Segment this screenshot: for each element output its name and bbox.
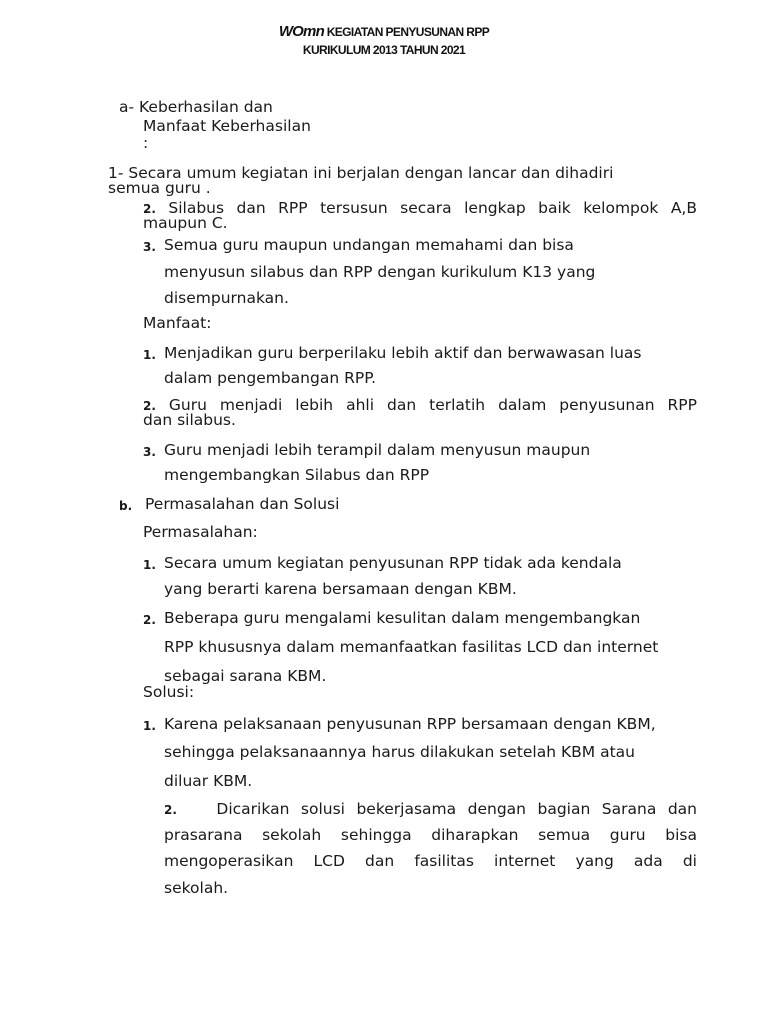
manfaat-item-1-line2: dalam pengembangan RPP. — [164, 369, 377, 387]
permasalahan-item-2-number: 2. — [143, 613, 156, 627]
title-text: KEGIATAN PENYUSUNAN RPP — [326, 25, 490, 39]
solusi-label: Solusi: — [143, 683, 195, 701]
permasalahan-item-2-line1: Beberapa guru mengalami kesulitan dalam mengembangkan — [164, 609, 641, 627]
keberhasilan-item-3-line3: disempurnakan. — [164, 289, 289, 307]
keberhasilan-item-1-line2: semua guru . — [108, 179, 211, 197]
permasalahan-label: Permasalahan: — [143, 523, 258, 541]
logo-text: WOmn — [278, 23, 324, 40]
manfaat-item-3-number: 3. — [143, 445, 156, 459]
keberhasilan-item-3-number: 3. — [143, 240, 156, 254]
section-b-marker: b. — [119, 499, 133, 513]
manfaat-label: Manfaat: — [143, 314, 212, 332]
keberhasilan-item-2-text: Silabus dan RPP tersusun secara lengkap baik kelompok A,B — [168, 199, 697, 217]
manfaat-item-3-line2: mengembangkan Silabus dan RPP — [164, 466, 430, 484]
solusi-item-1-line3: diluar KBM. — [164, 772, 253, 790]
document-title-line2: KURIKULUM 2013 TAHUN 2021 — [302, 43, 466, 57]
keberhasilan-item-2-number: 2. — [143, 202, 156, 216]
permasalahan-item-1-number: 1. — [143, 558, 156, 572]
solusi-item-2-text: Dicarikan solusi bekerjasama dengan bagian Sarana dan — [216, 800, 697, 818]
permasalahan-item-2-line3: sebagai sarana KBM. — [164, 667, 327, 685]
manfaat-item-1-line1: Menjadikan guru berperilaku lebih aktif dan berwawasan luas — [164, 344, 642, 362]
section-a-marker: a- — [119, 98, 135, 116]
permasalahan-item-1-line2: yang berarti karena bersamaan dengan KBM. — [164, 580, 517, 598]
section-a-heading-colon: : — [143, 134, 149, 152]
manfaat-item-3-line1: Guru menjadi lebih terampil dalam menyusun maupun — [164, 441, 591, 459]
keberhasilan-item-3-line2: menyusun silabus dan RPP dengan kurikulum K13 yang — [164, 263, 596, 281]
keberhasilan-item-2-line2: maupun C. — [143, 214, 228, 232]
solusi-item-1-number: 1. — [143, 719, 156, 733]
section-a-heading-line2: Manfaat Keberhasilan — [143, 117, 311, 135]
section-a-heading — [119, 99, 273, 115]
permasalahan-item-1-line1: Secara umum kegiatan penyusunan RPP tidak ada kendala — [164, 554, 622, 572]
manfaat-item-2-number: 2. — [143, 399, 156, 413]
keberhasilan-item-1-line1: Secara umum kegiatan ini berjalan dengan lancar dan dihadiri — [128, 164, 614, 182]
manfaat-item-2-line2: dan silabus. — [143, 411, 236, 429]
permasalahan-item-2-line2: RPP khususnya dalam memanfaatkan fasilitas LCD dan internet — [164, 638, 659, 656]
solusi-item-2-line3: mengoperasikan LCD dan fasilitas internet yang ada di — [164, 852, 697, 870]
document-title-line1 — [0, 23, 768, 40]
manfaat-item-1-number: 1. — [143, 348, 156, 362]
solusi-item-2-line1 — [164, 801, 697, 818]
manfaat-item-2-text: Guru menjadi lebih ahli dan terlatih dalam penyusunan RPP — [168, 396, 697, 414]
solusi-item-2-number: 2. — [164, 803, 177, 817]
solusi-item-1-line2: sehingga pelaksanaannya harus dilakukan setelah KBM atau — [164, 743, 635, 761]
solusi-item-1-line1: Karena pelaksanaan penyusunan RPP bersamaan dengan KBM, — [164, 715, 656, 733]
section-b-heading: Permasalahan dan Solusi — [145, 495, 340, 513]
solusi-item-2-line2: prasarana sekolah sehingga diharapkan semua guru bisa — [164, 826, 697, 844]
keberhasilan-item-3-line1: Semua guru maupun undangan memahami dan bisa — [164, 236, 574, 254]
keberhasilan-item-1-number: 1- — [108, 164, 124, 182]
section-a-heading-line1: Keberhasilan dan — [139, 98, 273, 116]
solusi-item-2-line4: sekolah. — [164, 879, 229, 897]
